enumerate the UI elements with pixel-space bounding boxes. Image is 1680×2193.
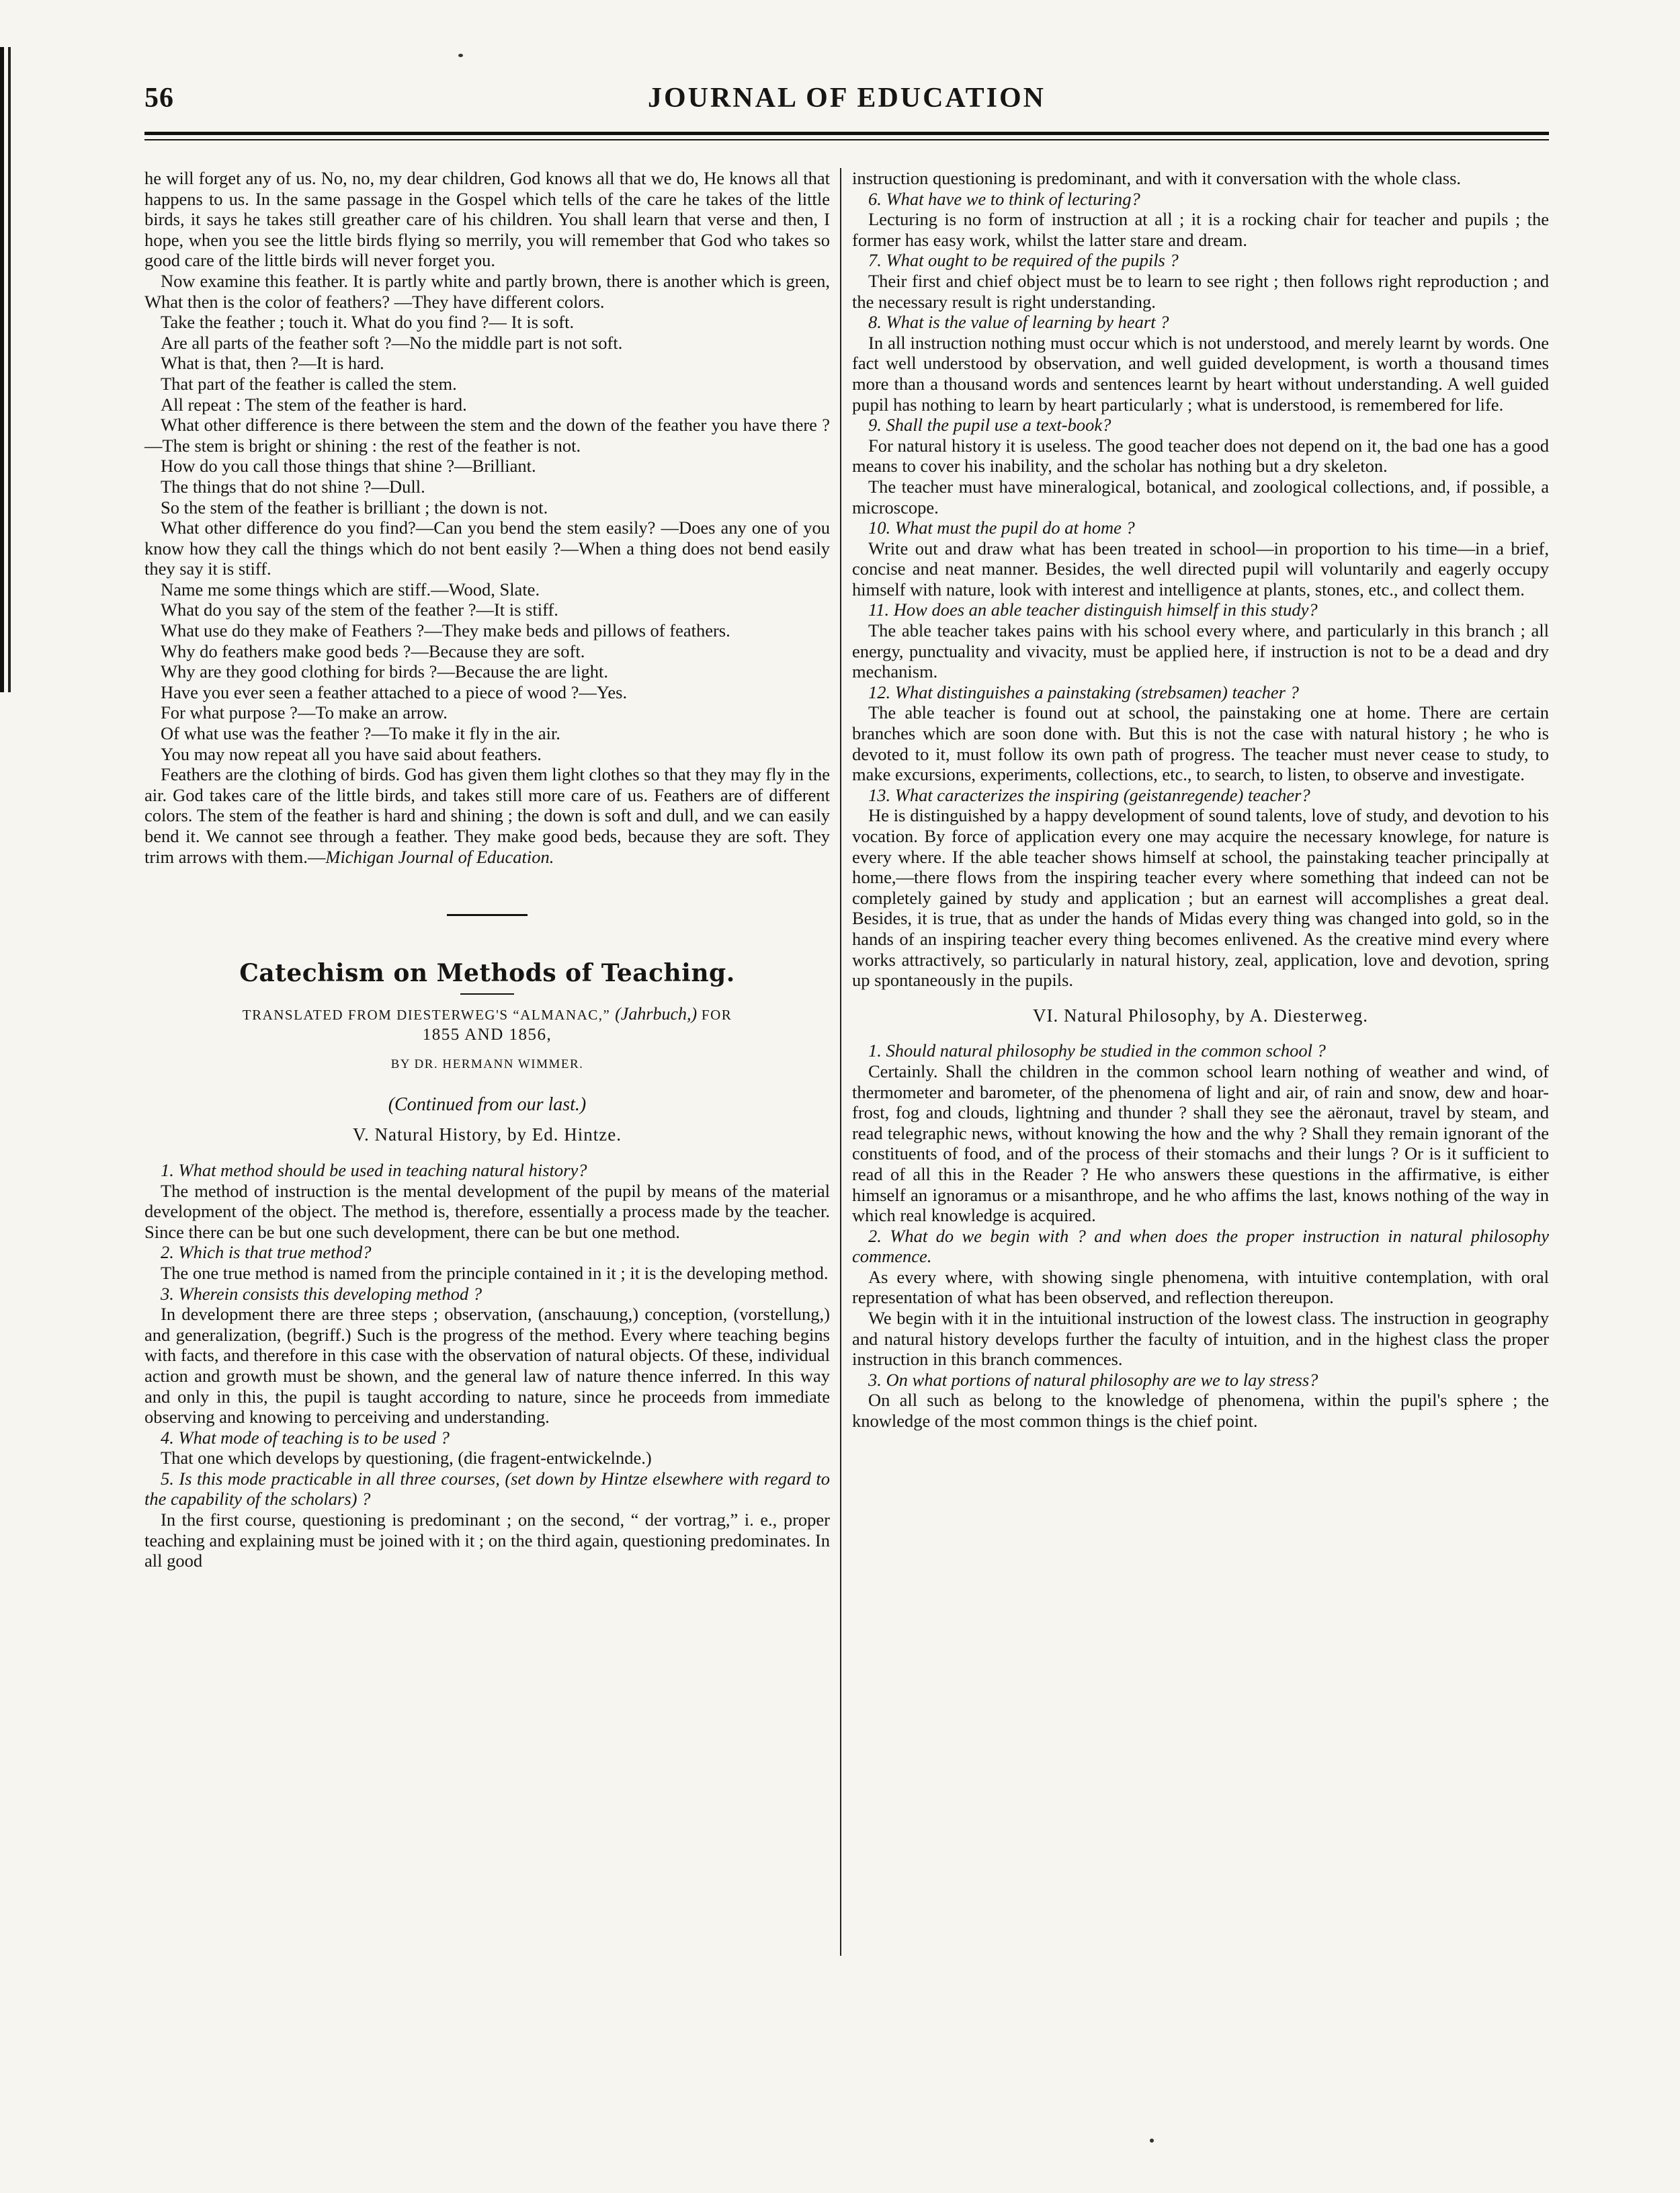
- paragraph-text: Feathers are the clothing of birds. God has given them light clothes so that they may fly in the air. God takes care of the little birds, and takes still more care of us. Feathers are of different colors. The stem of the feather is hard and shining ; the down is soft and dull, and we can easily bend it. We cannot see through a feather. They make good beds, because they are soft. They trim arrows with them.—: [144, 764, 830, 867]
- answer: He is distinguished by a happy development of sound talents, love of study, and devotion to his vocation. By force of application every one may acquire the necessary knowlege, for nature is every where. If the able teacher shows himself at school, the painstaking teacher principally at home,—there flows from the inspiring teacher every where something that indeed can not be completely gained by study and application ; but an earnest will accomplishes a great deal. Besides, it is true, that as under the hands of Midas every thing was changed into gold, so in the hands of an inspiring teacher every thing becomes enlivened. As the creative mind every where works attractively, so particularly in natural history, zeal, application, love and devotion, spring up spontaneously in the pupils.: [852, 805, 1549, 991]
- answer: In the first course, questioning is predominant ; on the second, “ der vortrag,” i. e., proper teaching and explaining must be joined with it ; on the third again, questioning predominates. In all good: [144, 1509, 830, 1571]
- answer: In development there are three steps ; observation, (anschauung,) conception, (vorstellung,) and generalization, (begriff.) Such is the progress of the method. Every where teaching begins with facts, and therefore in this case with the observation of natural objects. Of these, individual action and growth must be shown, and the general law of nature thence inferred. In this way and only in this, the pupil is taught according to nature, since he proceeds from immediate observing and knowing to perceiving and understanding.: [144, 1304, 830, 1427]
- binding-edge: [0, 47, 15, 692]
- question: 3. Wherein consists this developing method ?: [161, 1283, 482, 1304]
- answer: Their first and chief object must be to learn to see right ; then follows right reproduction ; and the necessary result is right understanding.: [852, 270, 1549, 312]
- section-heading-natural-philosophy: VI. Natural Philosophy, by A. Diesterweg.: [1033, 1005, 1368, 1026]
- header-rule-thin: [144, 139, 1549, 140]
- paragraph: Why are they good clothing for birds ?—Because the are light.: [161, 661, 608, 682]
- question: 6. What have we to think of lecturing?: [868, 188, 1140, 209]
- question: 9. Shall the pupil use a text-book?: [868, 415, 1111, 436]
- ink-speck: [458, 54, 463, 57]
- question: 8. What is the value of learning by heart ?: [868, 312, 1169, 333]
- paragraph: he will forget any of us. No, no, my dear children, God knows all that we do, He knows all that happens to us. In the same passage in the Gospel which tells of the care he takes of the little birds, it says he takes still greather care of his children. You shall learn that verse and then, I hope, when you see the little birds flying so merrily, you will remember that God who takes so good care of the little birds will never forget you.: [144, 168, 830, 271]
- paragraph: So the stem of the feather is brilliant ; the down is not.: [161, 497, 548, 518]
- paragraph: What other difference is there between the stem and the down of the feather you have there ?—The stem is bright or shining : the rest of the feather is not.: [144, 415, 830, 456]
- translated-for: FOR: [701, 1006, 732, 1023]
- running-head: JOURNAL OF EDUCATION: [647, 83, 1046, 114]
- paragraph: That part of the feather is called the stem.: [161, 373, 457, 394]
- paragraph: What use do they make of Feathers ?—They make beds and pillows of feathers.: [161, 620, 730, 641]
- paragraph: Now examine this feather. It is partly white and partly brown, there is another which is green, What then is the color of feathers? —They have different colors.: [144, 270, 830, 312]
- paragraph: All repeat : The stem of the feather is hard.: [161, 394, 467, 415]
- question: 5. Is this mode practicable in all three courses, (set down by Hintze elsewhere with regard to the capability of the scholars) ?: [144, 1468, 830, 1509]
- translator: BY DR. HERMANN WIMMER.: [390, 1057, 584, 1071]
- paragraph: Take the feather ; touch it. What do you find ?— It is soft.: [161, 312, 575, 333]
- page-header: [144, 82, 1549, 122]
- answer: Write out and draw what has been treated in school—in proportion to his time—in a brief, concise and neat manner. Besides, the well directed pupil will voluntarily and eagerly occupy himself with nature, look with interest and intelligence at plants, stones, etc., and collect them.: [852, 538, 1549, 599]
- answer: The able teacher takes pains with his school every where, and particularly in this branch ; all energy, punctuality and vivacity, must be applied here, if instruction is not to be a dead and dry mechanism.: [852, 620, 1549, 682]
- left-column: [144, 168, 830, 1571]
- question: 7. What ought to be required of the pupils ?: [868, 250, 1179, 271]
- header-rule-thick: [144, 132, 1549, 135]
- right-column: [852, 168, 1549, 1432]
- paragraph: What do you say of the stem of the feather ?—It is stiff.: [161, 599, 558, 620]
- answer: That one which develops by questioning, (die fragent-entwickelnde.): [161, 1448, 652, 1468]
- answer: As every where, with showing single phenomena, with intuitive contemplation, with oral representation of what has been observed, and reflection thereupon.: [852, 1266, 1549, 1308]
- answer: The one true method is named from the principle contained in it ; it is the developing method.: [161, 1262, 829, 1283]
- question: 11. How does an able teacher distinguish himself in this study?: [868, 599, 1318, 620]
- translated-line1: TRANSLATED FROM DIESTERWEG'S “ALMANAC,”: [242, 1006, 611, 1023]
- paragraph: Are all parts of the feather soft ?—No the middle part is not soft.: [161, 332, 623, 353]
- answer: We begin with it in the intuitional instruction of the lowest class. The instruction in geography and natural history develops further the faculty of intuition, and in the highest class the proper instruction in this branch commences.: [852, 1308, 1549, 1370]
- paragraph: You may now repeat all you have said about feathers.: [161, 743, 542, 764]
- paragraph: Why do feathers make good beds ?—Because they are soft.: [161, 640, 585, 661]
- answer: In all instruction nothing must occur which is not understood, and merely learnt by words. One fact well understood by observation, and well guided development, is worth a thousand times more than a thousand words and sentences learnt by heart without understanding. A well guided pupil has nothing to learn by heart particularly ; what is understood, is remembered for life.: [852, 332, 1549, 415]
- translated-years: 1855 AND 1856,: [422, 1025, 552, 1044]
- column-divider: [840, 168, 841, 1956]
- ink-speck: [1150, 2139, 1154, 2143]
- question: 2. What do we begin with ? and when does the proper instruction in natural philosophy commence.: [852, 1225, 1549, 1267]
- source-citation: Michigan Journal of Education.: [325, 846, 554, 867]
- paragraph: The things that do not shine ?—Dull.: [161, 476, 425, 497]
- answer: The teacher must have mineralogical, botanical, and zoological collections, and, if possible, a microscope.: [852, 476, 1549, 518]
- page-number: 56: [144, 83, 174, 114]
- article-title: Catechism on Methods of Teaching.: [239, 959, 735, 988]
- question: 10. What must the pupil do at home ?: [868, 518, 1135, 538]
- continued-note: (Continued from our last.): [388, 1093, 587, 1115]
- answer: The method of instruction is the mental development of the pupil by means of the material development of the object. The method is, therefore, essentially a process made by the teacher. Since there can be but one such development, there can be but one method.: [144, 1180, 830, 1242]
- translated-from: [144, 1004, 830, 1045]
- question: 13. What caracterizes the inspiring (geistanregende) teacher?: [868, 784, 1310, 805]
- section-heading-natural-history: V. Natural History, by Ed. Hintze.: [353, 1124, 622, 1145]
- question: 3. On what portions of natural philosophy are we to lay stress?: [868, 1369, 1318, 1390]
- paragraph: What other difference do you find?—Can you bend the stem easily? —Does any one of you know how they call the things which do not bent easily ?—When a thing does not bend easily they say it is stiff.: [144, 518, 830, 579]
- question: 1. What method should be used in teaching natural history?: [161, 1159, 587, 1180]
- paragraph: Of what use was the feather ?—To make it fly in the air.: [161, 723, 560, 744]
- answer: Lecturing is no form of instruction at all ; it is a rocking chair for teacher and pupils ; the former has easy work, whilst the latter stare and dream.: [852, 209, 1549, 250]
- paragraph: What is that, then ?—It is hard.: [161, 353, 384, 374]
- answer: Certainly. Shall the children in the common school learn nothing of weather and wind, of thermometer and barometer, of the phenomena of light and air, of rain and snow, dew and hoar-frost, fog and clouds, lightning and thunder ? shall they see the aëronaut, travel by steam, and read telegraphic news, without knowing the how and the why ? Shall they remain ignorant of the constituents of food, and of the process of their stomachs and their lungs ? Or is it sufficient to read of all this in the Reader ? He who answers these questions in the affirmative, is either himself an ignoramus or a misanthrope, and he who affims the last, knows nothing of the way in which real knowledge is acquired.: [852, 1061, 1549, 1226]
- answer: On all such as belong to the knowledge of phenomena, within the pupil's sphere ; the knowledge of the most common things is the chief point.: [852, 1390, 1549, 1432]
- paragraph-closing: [144, 764, 830, 867]
- paragraph: How do you call those things that shine ?—Brilliant.: [161, 456, 536, 477]
- answer: The able teacher is found out at school, the painstaking one at home. There are certain branches which are soon done with. But this is not the case with natural history ; he who is devoted to it, must follow its own path of progress. The teacher must never cease to study, to make excursions, experiments, collections, etc., to search, to listen, to observe and investigate.: [852, 702, 1549, 785]
- paragraph: For what purpose ?—To make an arrow.: [161, 702, 448, 723]
- question: 12. What distinguishes a painstaking (strebsamen) teacher ?: [868, 681, 1299, 702]
- answer: For natural history it is useless. The good teacher does not depend on it, the bad one has a good means to cover his inability, and the scholar has nothing but a dry skeleton.: [852, 435, 1549, 477]
- translated-jahrbuch: (Jahrbuch,): [615, 1003, 698, 1024]
- question: 2. Which is that true method?: [161, 1242, 372, 1263]
- paragraph-continuation: instruction questioning is predominant, and with it conversation with the whole class.: [852, 168, 1462, 188]
- paragraph: Have you ever seen a feather attached to a piece of wood ?—Yes.: [161, 681, 628, 702]
- question: 1. Should natural philosophy be studied in the common school ?: [868, 1040, 1326, 1061]
- question: 4. What mode of teaching is to be used ?: [161, 1427, 450, 1448]
- paragraph: Name me some things which are stiff.—Wood, Slate.: [161, 579, 540, 599]
